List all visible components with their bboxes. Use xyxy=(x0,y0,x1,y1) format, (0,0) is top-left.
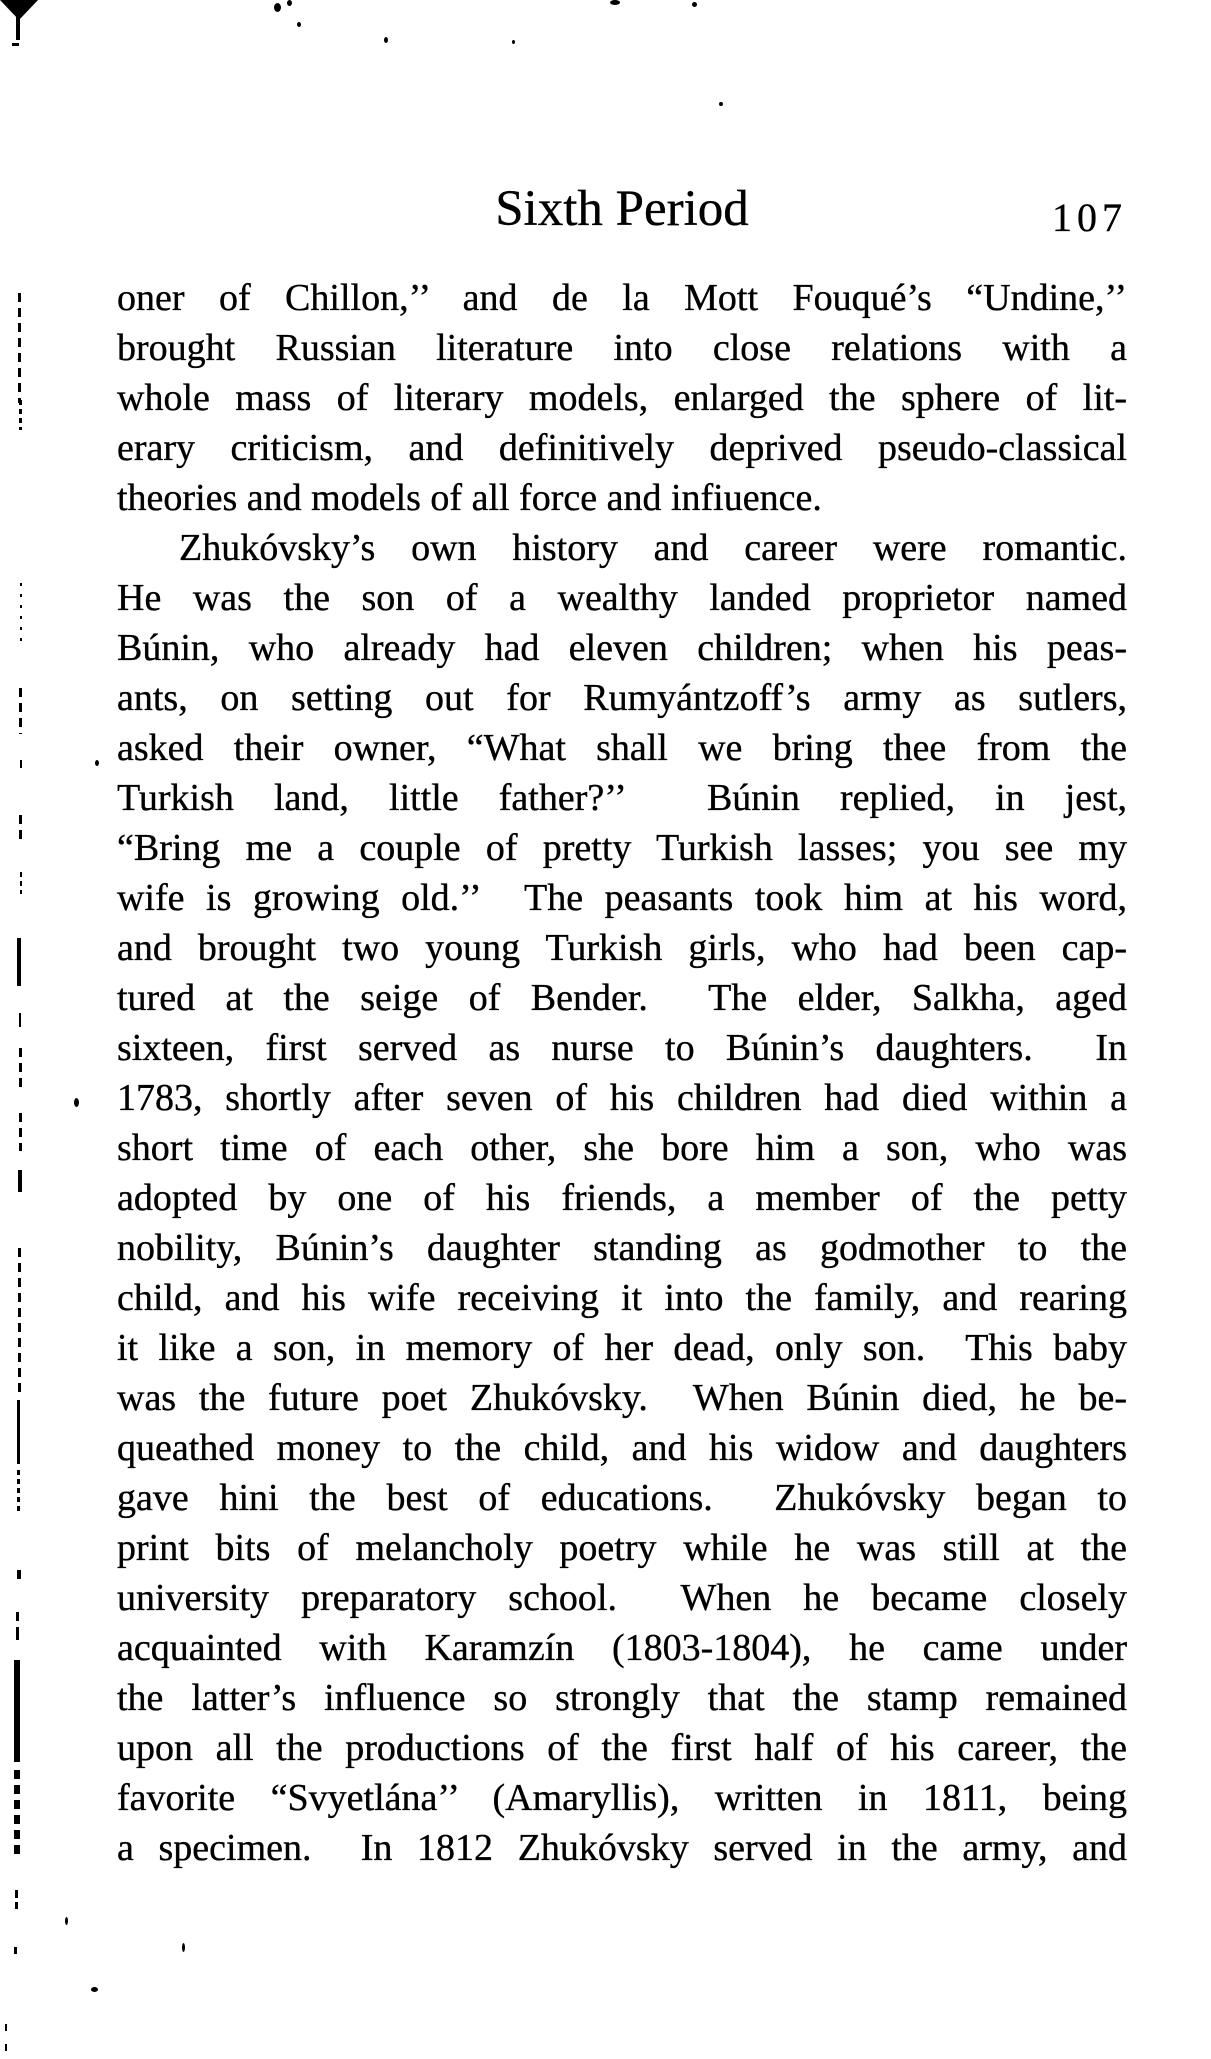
binding-mark xyxy=(18,1170,22,1192)
text-line: sixteen, first served as nurse to Búnin’s daughters. In xyxy=(117,1027,1127,1069)
page-text xyxy=(117,273,1127,1873)
binding-mark xyxy=(20,583,22,641)
text-line: “Bring me a couple of pretty Turkish lasses; you see my xyxy=(117,827,1127,869)
text-line: and brought two young Turkish girls, who had been cap- xyxy=(117,927,1127,969)
text-line: Turkish land, little father?’’ Búnin replied, in jest, xyxy=(117,777,1127,819)
text-line: Zhukóvsky’s own history and career were romantic. xyxy=(179,527,1127,569)
binding-mark xyxy=(18,1248,21,1398)
speck xyxy=(610,0,620,5)
text-line: ants, on setting out for Rumyántzoff’s army as sutlers, xyxy=(117,677,1127,719)
binding-mark xyxy=(19,1048,22,1090)
speck xyxy=(95,760,99,766)
text-line: wife is growing old.’’ The peasants took him at his word, xyxy=(117,877,1127,919)
binding-mark xyxy=(19,400,22,430)
speck xyxy=(274,3,281,12)
text-line: acquainted with Karamzín (1803-1804), he came under xyxy=(117,1627,1127,1669)
text-line: upon all the productions of the first half of his career, the xyxy=(117,1727,1127,1769)
binding-mark xyxy=(19,1113,22,1151)
text-line: favorite “Svyetlána’’ (Amaryllis), written in 1811, being xyxy=(117,1777,1127,1819)
binding-mark xyxy=(5,2024,7,2031)
binding-mark xyxy=(20,872,22,894)
binding-mark xyxy=(17,1470,20,1512)
speck xyxy=(512,40,515,44)
ink-blob xyxy=(16,12,20,40)
binding-mark xyxy=(5,2044,7,2051)
text-line: adopted by one of his friends, a member of the petty xyxy=(117,1177,1127,1219)
text-line: queathed money to the child, and his widow and daughters xyxy=(117,1427,1127,1469)
text-line: erary criticism, and definitively deprived pseudo-classical xyxy=(117,427,1127,469)
text-line: short time of each other, she bore him a son, who was xyxy=(117,1127,1127,1169)
text-line: tured at the seige of Bender. The elder, Salkha, aged xyxy=(117,977,1127,1019)
speck xyxy=(182,1943,185,1952)
text-line: print bits of melancholy poetry while he was still at the xyxy=(117,1527,1127,1569)
speck xyxy=(91,1987,98,1992)
text-line: He was the son of a wealthy landed proprietor named xyxy=(117,577,1127,619)
speck xyxy=(297,22,301,27)
speck xyxy=(384,37,388,43)
text-line: theories and models of all force and infiuence. xyxy=(117,477,822,519)
binding-mark xyxy=(17,1400,20,1464)
text-line: asked their owner, “What shall we bring thee from the xyxy=(117,727,1127,769)
text-line: nobility, Búnin’s daughter standing as godmother to the xyxy=(117,1227,1127,1269)
binding-mark xyxy=(18,293,21,403)
binding-mark xyxy=(14,1770,20,1858)
text-line: child, and his wife receiving it into the family, and rearing xyxy=(117,1277,1127,1319)
binding-mark xyxy=(19,688,22,734)
speck xyxy=(74,1098,79,1107)
speck xyxy=(719,102,723,106)
speck xyxy=(287,0,292,6)
binding-mark xyxy=(19,815,22,845)
speck xyxy=(692,2,697,7)
binding-mark xyxy=(20,760,22,768)
speck xyxy=(65,1917,68,1925)
binding-mark xyxy=(16,1612,19,1621)
binding-mark xyxy=(15,1902,18,1909)
text-line: whole mass of literary models, enlarged the sphere of lit- xyxy=(117,377,1127,419)
binding-mark xyxy=(14,1660,20,1762)
running-header: Sixth Period xyxy=(495,181,749,237)
text-line: a specimen. In 1812 Zhukóvsky served in the army, and xyxy=(117,1827,1127,1869)
ink-blob xyxy=(12,43,19,46)
text-line: brought Russian literature into close relations with a xyxy=(117,327,1127,369)
text-line: 1783, shortly after seven of his children had died within a xyxy=(117,1077,1127,1119)
text-line: the latter’s influence so strongly that the stamp remained xyxy=(117,1677,1127,1719)
binding-mark xyxy=(16,1627,19,1640)
binding-mark xyxy=(15,1890,18,1898)
text-line: university preparatory school. When he became closely xyxy=(117,1577,1127,1619)
binding-mark xyxy=(19,1013,21,1027)
binding-mark xyxy=(14,1947,17,1954)
text-line: was the future poet Zhukóvsky. When Búnin died, he be- xyxy=(117,1377,1127,1419)
page-number: 107 xyxy=(1052,195,1127,240)
binding-mark xyxy=(17,1570,21,1579)
text-line: gave hini the best of educations. Zhukóvsky began to xyxy=(117,1477,1127,1519)
binding-mark xyxy=(17,938,21,986)
text-line: oner of Chillon,’’ and de la Mott Fouqué’s “Undine,’’ xyxy=(117,277,1127,319)
text-line: it like a son, in memory of her dead, only son. This baby xyxy=(117,1327,1127,1369)
text-line: Búnin, who already had eleven children; when his peas- xyxy=(117,627,1127,669)
